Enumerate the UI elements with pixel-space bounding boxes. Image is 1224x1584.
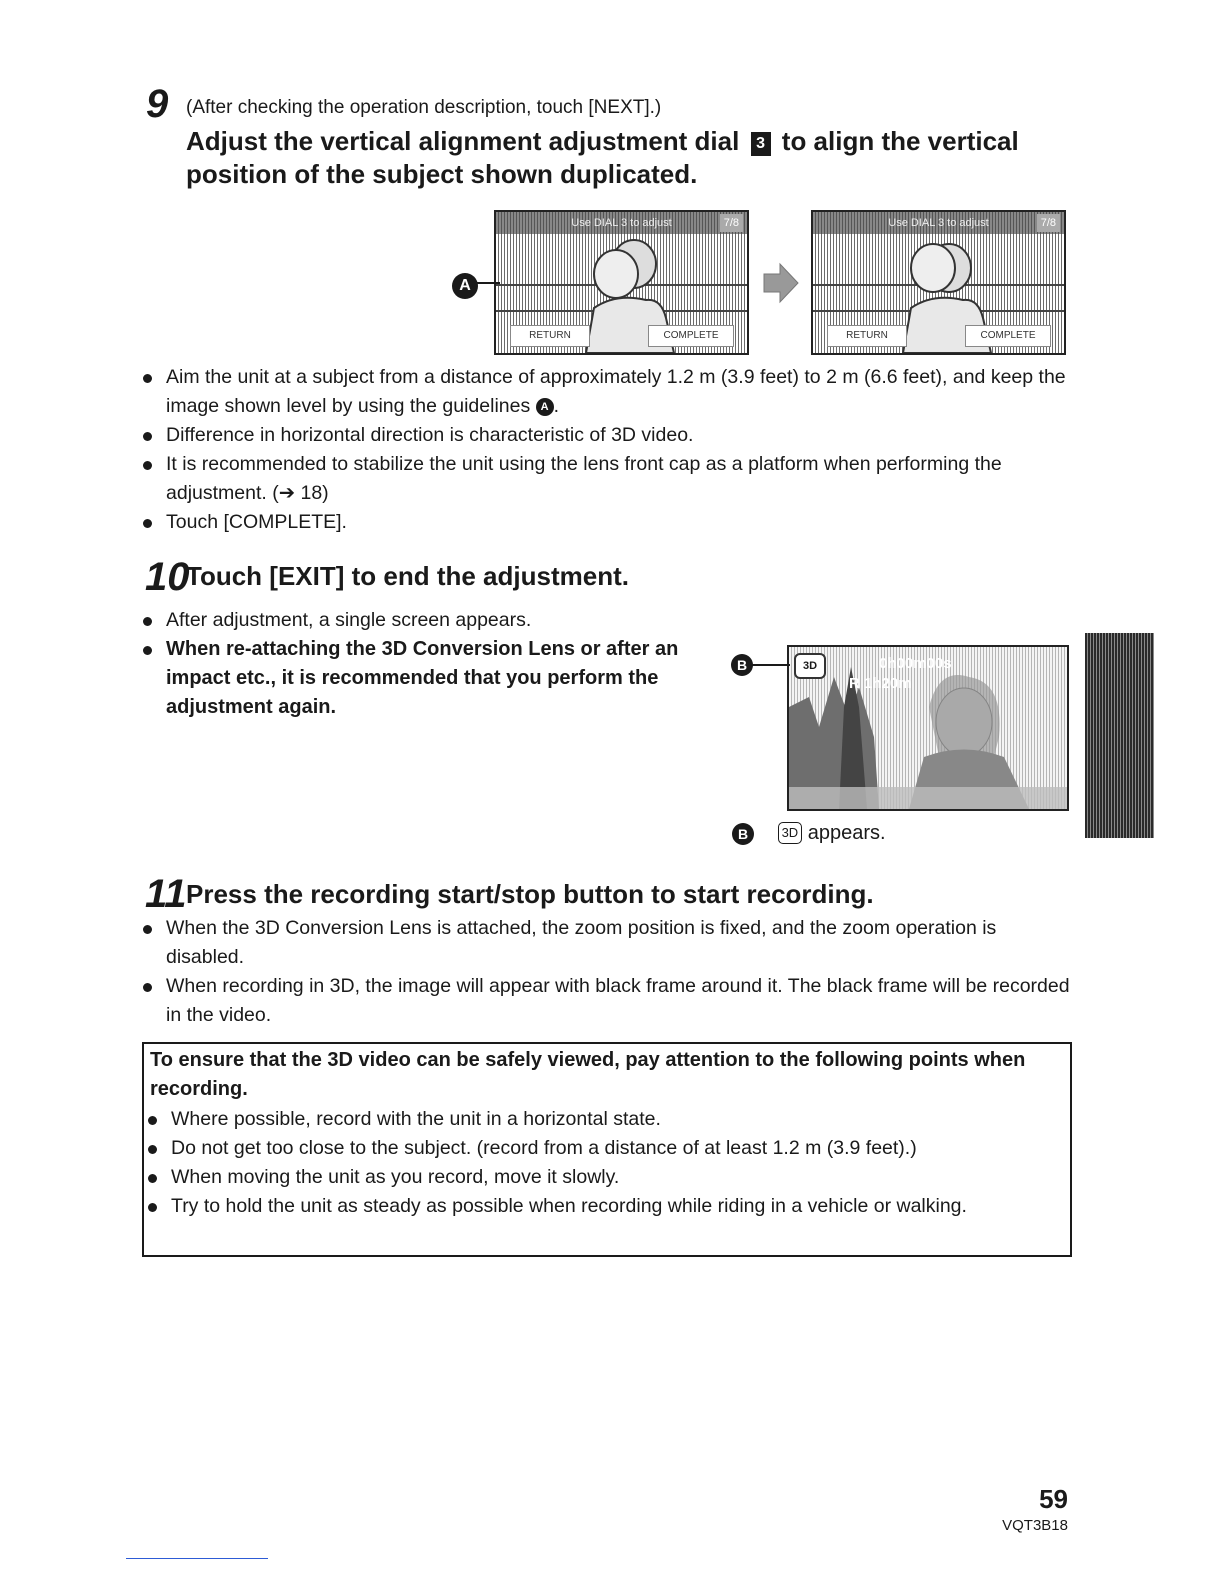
list-item: Do not get too close to the subject. (record from a distance of at least 1.2 m (3.9 feet).) bbox=[146, 1134, 1056, 1163]
step-11-heading: Press the recording start/stop button to start recording. bbox=[186, 879, 874, 909]
3d-icon: 3D bbox=[778, 822, 803, 844]
callout-a-marker: A bbox=[452, 273, 478, 299]
screen-instruction-bar: Use DIAL 3 to adjust bbox=[813, 212, 1064, 234]
screen-caption bbox=[732, 822, 886, 845]
list-item: When moving the unit as you record, move it slowly. bbox=[146, 1163, 1056, 1192]
step-11-bullet-list bbox=[141, 914, 1071, 1030]
step-9-bullet-list bbox=[141, 363, 1071, 537]
screen-instruction-bar: Use DIAL 3 to adjust bbox=[496, 212, 747, 234]
complete-button[interactable]: COMPLETE bbox=[965, 325, 1051, 347]
list-item: When re-attaching the 3D Conversion Lens or after an impact etc., it is recommended that you perform the adjustment again. bbox=[141, 635, 721, 722]
recording-time-counter: 0h00m00s bbox=[879, 655, 952, 672]
adjust-screen-before bbox=[494, 210, 749, 355]
step-9-heading-part2: to align the vertical position of the subject shown duplicated. bbox=[186, 126, 1019, 189]
3d-mode-icon: 3D bbox=[794, 653, 826, 679]
callout-a-marker: A bbox=[536, 398, 554, 416]
list-item: Difference in horizontal direction is characteristic of 3D video. bbox=[141, 421, 1071, 450]
return-button[interactable]: RETURN bbox=[827, 325, 907, 347]
step-10-number: 10 bbox=[145, 555, 190, 599]
list-item: After adjustment, a single screen appears. bbox=[141, 606, 721, 635]
step-9-number: 9 bbox=[146, 82, 169, 126]
page-number: 59 bbox=[1039, 1484, 1068, 1514]
single-screen-preview bbox=[787, 645, 1069, 811]
document-code: VQT3B18 bbox=[1002, 1517, 1068, 1534]
callout-b-marker: B bbox=[732, 823, 754, 845]
footer-rule bbox=[126, 1558, 268, 1559]
screen-page-indicator: 7/8 bbox=[720, 214, 743, 232]
step-11-number: 11 bbox=[145, 872, 187, 916]
list-item: Touch [COMPLETE]. bbox=[141, 508, 1071, 537]
step-9-note: (After checking the operation description, touch [NEXT].) bbox=[186, 97, 662, 118]
section-tab bbox=[1085, 633, 1154, 838]
notice-title: To ensure that the 3D video can be safely viewed, pay attention to the following points when recording. bbox=[150, 1049, 1026, 1100]
step-10-bullet-list bbox=[141, 606, 721, 722]
safety-notice-box bbox=[142, 1042, 1072, 1257]
remaining-time: R 1h20m bbox=[849, 675, 912, 692]
list-item: Try to hold the unit as steady as possible when recording while riding in a vehicle or walking. bbox=[146, 1192, 1056, 1221]
screen-page-indicator: 7/8 bbox=[1037, 214, 1060, 232]
arrow-right-icon bbox=[760, 262, 800, 304]
dial-3-icon: 3 bbox=[751, 132, 771, 156]
caption-text: appears. bbox=[807, 822, 886, 844]
list-item: Where possible, record with the unit in a horizontal state. bbox=[146, 1105, 1056, 1134]
list-item: Aim the unit at a subject from a distance of approximately 1.2 m (3.9 feet) to 2 m (6.6 feet), and keep the image shown level by using the guidelines A . bbox=[141, 363, 1071, 421]
list-item: When the 3D Conversion Lens is attached, the zoom position is fixed, and the zoom operation is disabled. bbox=[141, 914, 1071, 972]
step-10-heading: Touch [EXIT] to end the adjustment. bbox=[186, 561, 629, 591]
complete-button[interactable]: COMPLETE bbox=[648, 325, 734, 347]
notice-list bbox=[146, 1105, 1056, 1221]
step-9-heading-part1: Adjust the vertical alignment adjustment dial bbox=[186, 126, 740, 156]
callout-line-b bbox=[750, 655, 790, 675]
list-item: It is recommended to stabilize the unit using the lens front cap as a platform when performing the adjustment. (➔ 18) bbox=[141, 450, 1071, 508]
callout-b-marker: B bbox=[731, 654, 753, 676]
list-item: When recording in 3D, the image will appear with black frame around it. The black frame will be recorded in the video. bbox=[141, 972, 1071, 1030]
adjust-screen-after bbox=[811, 210, 1066, 355]
return-button[interactable]: RETURN bbox=[510, 325, 590, 347]
step-9-heading bbox=[186, 125, 1086, 191]
